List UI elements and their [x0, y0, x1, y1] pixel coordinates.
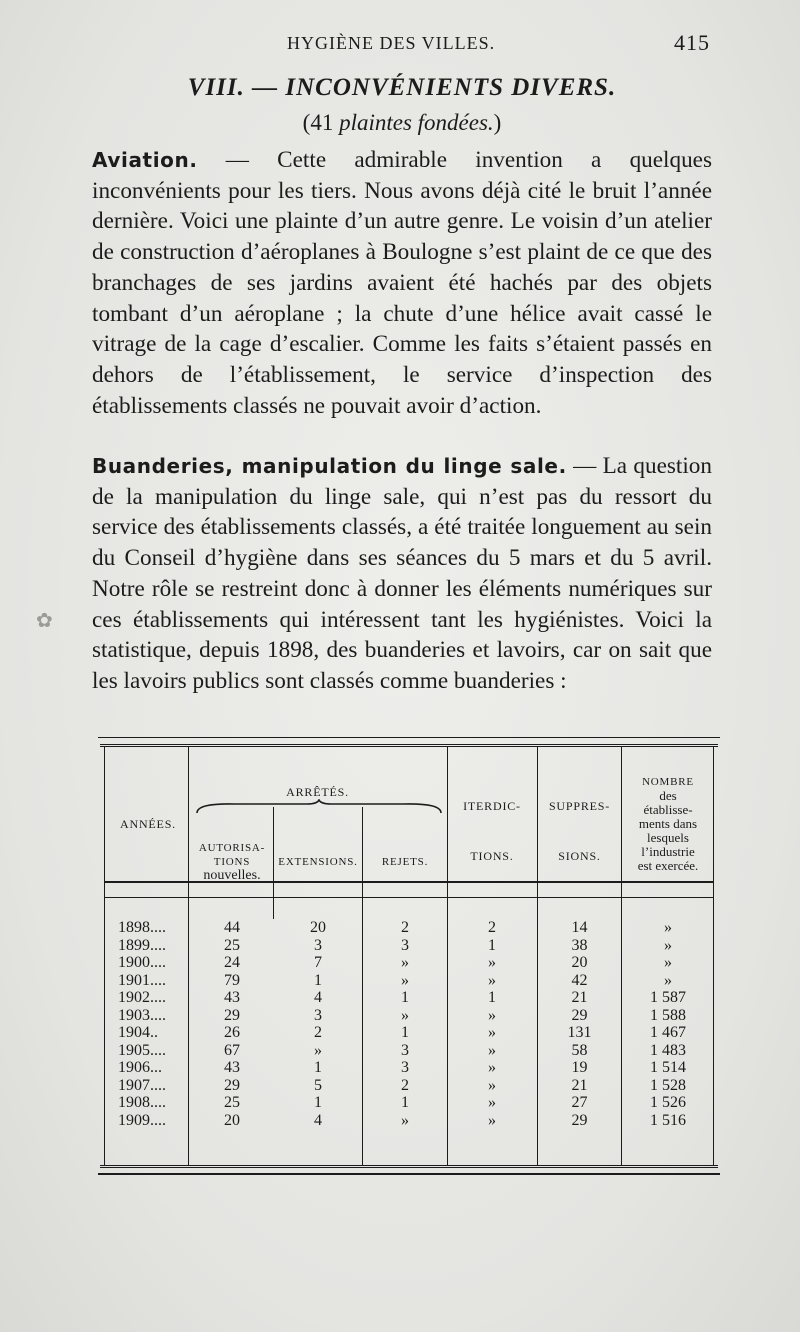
paragraph-aviation	[92, 145, 712, 421]
cell-ext: 7	[314, 954, 322, 971]
cell-nombre: »	[664, 936, 672, 954]
cell-interd: 1	[488, 989, 496, 1006]
header-line: établisse-	[643, 802, 693, 817]
paragraph-buanderies	[92, 451, 712, 697]
cell-year: 1901....	[118, 971, 166, 989]
cell-year: 1898....	[118, 919, 166, 936]
cell-auth: 43	[224, 1059, 240, 1076]
cell-nombre: »	[664, 919, 672, 936]
cell-suppr: 29	[571, 1006, 588, 1024]
subtitle-open: (41	[302, 110, 340, 135]
header-line: des	[659, 788, 677, 803]
table-row	[100, 1024, 718, 1042]
header-line: ments dans	[638, 816, 698, 831]
table-row	[100, 1077, 718, 1095]
cell-interd: »	[488, 954, 496, 971]
cell-ext: 3	[314, 1006, 322, 1024]
cell-rej: 2	[401, 1076, 409, 1094]
cell-rej: »	[401, 971, 409, 989]
cell-year: 1903....	[118, 1006, 166, 1024]
cell-auth: 67	[224, 1041, 240, 1059]
section-subtitle	[92, 110, 712, 136]
cell-nombre: 1 483	[650, 1041, 686, 1059]
cell-ext: 3	[314, 936, 322, 954]
cell-ext: 1	[314, 1094, 322, 1111]
cell-interd: »	[488, 1024, 496, 1041]
cell-ext: 1	[314, 971, 322, 989]
subtitle-close: )	[493, 110, 502, 135]
header-years: ANNÉES.	[120, 817, 176, 831]
cell-suppr: 29	[571, 1111, 588, 1129]
cell-nombre: »	[664, 954, 672, 971]
cell-interd: »	[488, 971, 496, 989]
cell-nombre: 1 528	[650, 1076, 686, 1094]
cell-nombre: 1 467	[650, 1024, 686, 1041]
cell-rej: 1	[401, 989, 409, 1006]
scan-blot-icon: ✿	[36, 608, 53, 632]
cell-nombre: 1 526	[650, 1094, 686, 1111]
cell-auth: 29	[224, 1076, 240, 1094]
header-line: nouvelles.	[203, 868, 261, 883]
cell-ext: 5	[314, 1076, 322, 1094]
header-rejets: REJETS.	[381, 856, 429, 868]
cell-rej: »	[401, 1006, 409, 1024]
cell-ext: 2	[314, 1024, 322, 1041]
cell-rej: 3	[401, 1059, 409, 1076]
table-body	[100, 919, 718, 1129]
header-nombre	[623, 775, 713, 873]
cell-auth: 25	[224, 936, 240, 954]
cell-suppr: 20	[571, 954, 588, 971]
header-line: lesquels	[647, 830, 689, 845]
paragraph-lead: Aviation.	[92, 148, 198, 172]
table-row	[100, 1094, 718, 1112]
cell-year: 1904..	[118, 1024, 158, 1041]
cell-year: 1899....	[118, 936, 166, 954]
cell-auth: 43	[224, 989, 240, 1006]
table-row	[100, 1112, 718, 1130]
cell-year: 1908....	[118, 1094, 166, 1111]
table-row	[100, 937, 718, 955]
header-line: l’industrie	[641, 844, 695, 859]
cell-rej: »	[401, 1111, 409, 1129]
cell-ext: 4	[314, 989, 322, 1006]
cell-suppr: 19	[571, 1059, 588, 1076]
header-autorisations	[192, 841, 272, 883]
cell-interd: 2	[488, 919, 496, 936]
section-title: VIII. — INCONVÉNIENTS DIVERS.	[187, 74, 617, 101]
cell-interd: »	[488, 1076, 496, 1094]
table-row	[100, 919, 718, 937]
header-line: AUTORISA-	[198, 842, 266, 854]
cell-suppr: 21	[571, 1076, 588, 1094]
cell-nombre: 1 587	[650, 989, 686, 1006]
cell-year: 1906...	[118, 1059, 162, 1076]
header-suppressions-2: SIONS.	[558, 849, 601, 863]
cell-interd: »	[488, 1111, 496, 1129]
header-rule	[104, 897, 714, 898]
table-row	[100, 989, 718, 1007]
cell-suppr: 131	[567, 1024, 592, 1041]
column-divider	[273, 807, 274, 919]
cell-rej: 1	[401, 1024, 409, 1041]
header-interdictions-1: ITERDIC-	[463, 799, 521, 813]
paragraph-text: — Cette admirable invention a quelques inconvénients pour les tiers. Nous avons déjà cité le bruit l’année dernière. Voici une plainte d’un autre genre. Le voisin d’un atelier de construction d’aéroplanes à Boulogne s’est plaint de ce que des branchages de ses jardins avaient été hachés par des objets tombant d’un aéroplane ; la chute d’une hélice avait cassé le vitrage de la cage d’escalier. Comme les faits s’étaient passés en dehors de l’établissement, le service d’inspection des établissements classés ne pouvait avoir d’action.	[92, 147, 712, 419]
header-suppressions-1: SUPPRES-	[548, 799, 611, 813]
cell-year: 1905....	[118, 1041, 166, 1059]
cell-nombre: 1 516	[650, 1111, 686, 1129]
paragraph-text: — La question de la manipulation du linge sale, qui n’est pas du ressort du service des établissements classés, a été traitée longuement au sein du Conseil d’hygiène dans ses séances du 5 mars et du 5 avril. Notre rôle se restreint donc à donner les éléments numériques sur ces établissements qui intéressent tant les hygiénistes. Voici la statistique, depuis 1898, des buanderies et lavoirs, car on sait que les lavoirs publics sont classés comme buanderies :	[92, 453, 712, 694]
cell-year: 1909....	[118, 1111, 166, 1129]
cell-auth: 29	[224, 1006, 240, 1024]
table-row	[100, 1042, 718, 1060]
cell-rej: 2	[401, 919, 409, 936]
header-line: NOMBRE	[642, 776, 694, 788]
cell-year: 1907....	[118, 1076, 166, 1094]
cell-auth: 44	[224, 919, 240, 936]
cell-suppr: 42	[571, 971, 588, 989]
cell-rej: 3	[401, 1041, 409, 1059]
cell-nombre: 1 588	[650, 1006, 686, 1024]
cell-rej: 1	[401, 1094, 409, 1111]
brace-icon	[195, 799, 443, 815]
cell-suppr: 58	[571, 1041, 588, 1059]
table-row	[100, 972, 718, 990]
cell-suppr: 38	[571, 936, 588, 954]
cell-interd: »	[488, 1059, 496, 1076]
cell-interd: 1	[488, 936, 496, 954]
cell-suppr: 27	[571, 1094, 588, 1111]
cell-suppr: 21	[571, 989, 588, 1006]
cell-auth: 25	[224, 1094, 240, 1111]
header-rule	[104, 881, 714, 883]
cell-ext: 4	[314, 1111, 322, 1129]
cell-nombre: 1 514	[650, 1059, 686, 1076]
header-line: TIONS	[213, 856, 251, 868]
table-row	[100, 1007, 718, 1025]
cell-ext: »	[314, 1041, 322, 1059]
cell-auth: 26	[224, 1024, 240, 1041]
cell-interd: »	[488, 1041, 496, 1059]
cell-auth: 24	[224, 954, 240, 971]
table-row	[100, 1059, 718, 1077]
cell-interd: »	[488, 1094, 496, 1111]
header-arretes: ARRÊTÉS.	[286, 785, 349, 799]
cell-year: 1902....	[118, 989, 166, 1006]
subtitle-italic: plaintes fondées.	[339, 110, 494, 135]
header-line: est exercée.	[637, 858, 699, 873]
cell-rej: 3	[401, 936, 409, 954]
header-interdictions-2: TIONS.	[470, 849, 514, 863]
header-extensions: EXTENSIONS.	[278, 856, 358, 868]
table-row	[100, 954, 718, 972]
cell-year: 1900....	[118, 954, 166, 971]
page-number: 415	[674, 30, 710, 55]
cell-nombre: »	[664, 971, 672, 989]
running-head	[92, 30, 712, 58]
cell-interd: »	[488, 1006, 496, 1024]
paragraph-lead: Buanderies, manipulation du linge sale.	[92, 454, 567, 478]
cell-ext: 1	[314, 1059, 322, 1076]
statistics-table	[100, 744, 718, 1168]
cell-ext: 20	[310, 919, 326, 936]
running-title: HYGIÈNE DES VILLES.	[287, 33, 496, 53]
cell-suppr: 14	[571, 919, 588, 936]
cell-auth: 79	[224, 971, 240, 989]
cell-auth: 20	[224, 1111, 240, 1129]
cell-rej: »	[401, 954, 409, 971]
